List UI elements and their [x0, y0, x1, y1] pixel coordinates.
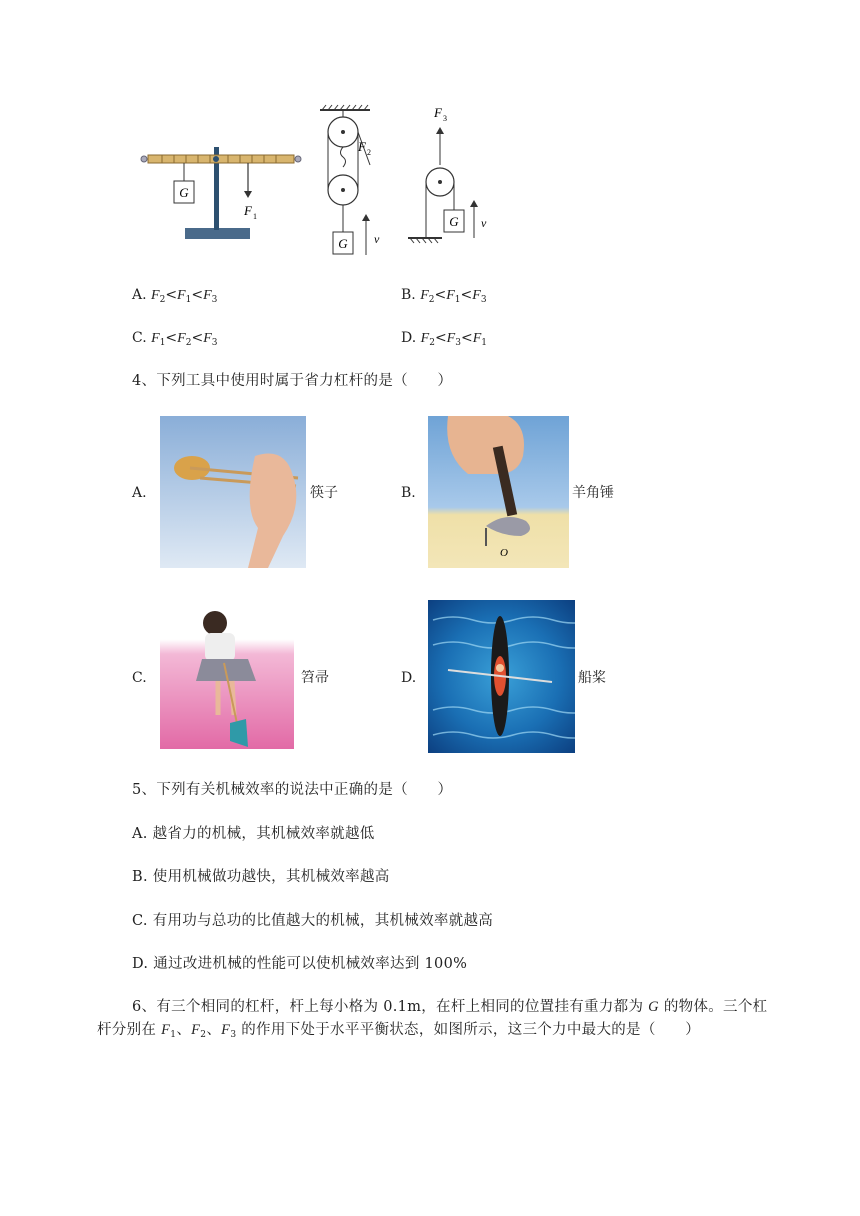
separator: 、	[176, 1022, 192, 1038]
pulley2-velocity-label: v	[374, 232, 380, 246]
q6-line-2	[97, 1020, 700, 1045]
force-symbol: F	[151, 288, 160, 303]
option-letter: B.	[401, 287, 416, 303]
q5-stem: 5、下列有关机械效率的说法中正确的是（ ）	[132, 782, 453, 798]
chopsticks-photo	[160, 416, 306, 568]
force-symbol: F	[446, 331, 456, 346]
q6-text: 杆分别在	[97, 1022, 162, 1038]
force-symbol: F	[161, 1022, 171, 1038]
force-sub: 3	[211, 338, 218, 348]
option-letter: C.	[132, 330, 147, 346]
q4-option-c-caption: 笤帚	[301, 670, 329, 686]
hammer-pivot-label: O	[500, 547, 508, 559]
force-symbol: F	[151, 331, 160, 346]
pulley3-force-sub: 3	[443, 114, 447, 123]
less-than: <	[191, 287, 204, 303]
force-sub: 1	[481, 338, 487, 348]
q6-text: 的作用下处于水平平衡状态，如图所示，这三个力中最大的是（ ）	[236, 1022, 701, 1038]
less-than: <	[460, 330, 473, 346]
separator: 、	[206, 1022, 222, 1038]
q6-text: 6、有三个相同的杠杆，杆上每小格为 0.1m，在杆上相同的位置挂有重力都为	[132, 999, 649, 1015]
pulley3-weight-label: G	[449, 214, 459, 229]
force-sub: 1	[454, 295, 461, 305]
force-symbol: F	[221, 1022, 231, 1038]
q3-option-b	[401, 285, 487, 310]
q3-option-a	[132, 285, 217, 310]
lever-force-label: F	[244, 203, 252, 218]
broom-photo	[160, 603, 294, 749]
force-sub: 3	[480, 295, 487, 305]
force-symbol: F	[177, 288, 186, 303]
q3-figure	[130, 95, 530, 265]
force-sub: 2	[159, 295, 166, 305]
q4-option-c-letter: C.	[132, 670, 147, 686]
less-than: <	[165, 330, 178, 346]
force-sub: 1	[185, 295, 192, 305]
q5-option-b: B. 使用机械做功越快，其机械效率越高	[132, 869, 390, 885]
force-symbol: F	[472, 288, 481, 303]
weight-symbol: G	[648, 999, 659, 1015]
less-than: <	[434, 287, 447, 303]
force-sub: 2	[185, 338, 192, 348]
force-sub: 2	[428, 295, 435, 305]
force-sub: 3	[455, 338, 461, 348]
q4-stem: 4、下列工具中使用时属于省力杠杆的是（ ）	[132, 373, 453, 389]
force-symbol: F	[203, 288, 212, 303]
lever-bar	[148, 155, 294, 163]
q4-option-d-caption: 船桨	[578, 670, 606, 686]
force-sub: 2	[200, 1030, 207, 1040]
rowing-oar-photo	[428, 600, 575, 753]
force-symbol: F	[472, 331, 482, 346]
less-than: <	[434, 330, 447, 346]
option-letter: A.	[132, 287, 147, 303]
force-symbol: F	[203, 331, 212, 346]
less-than: <	[165, 287, 178, 303]
q6-line-1	[132, 997, 767, 1017]
force-symbol: F	[191, 1022, 201, 1038]
q3-option-d	[401, 328, 487, 353]
q4-option-d-letter: D.	[401, 670, 417, 686]
q4-option-a-caption: 筷子	[310, 485, 338, 501]
claw-hammer-photo	[428, 416, 569, 568]
lever-pulley-diagram	[130, 95, 530, 265]
q4-option-b-caption: 羊角锤	[572, 485, 614, 501]
q6-text: 的物体。三个杠	[658, 999, 768, 1015]
force-sub: 3	[211, 295, 218, 305]
lever-weight-label: G	[179, 185, 189, 200]
force-symbol: F	[177, 331, 186, 346]
pulley2-weight-label: G	[338, 236, 348, 251]
option-letter: D.	[401, 330, 417, 346]
q5-option-a: A. 越省力的机械，其机械效率就越低	[132, 826, 375, 842]
pulley2-force-sub: 2	[367, 148, 371, 157]
q4-option-b-letter: B.	[401, 485, 416, 501]
q3-option-c	[132, 328, 217, 353]
less-than: <	[191, 330, 204, 346]
pulley3-velocity-label: v	[481, 216, 487, 230]
pulley2-force-label: F	[358, 139, 366, 154]
force-sub: 1	[170, 1030, 177, 1040]
q4-option-a-letter: A.	[132, 485, 147, 501]
less-than: <	[460, 287, 473, 303]
force-symbol: F	[446, 288, 455, 303]
q5-option-c: C. 有用功与总功的比值越大的机械，其机械效率就越高	[132, 913, 494, 929]
force-symbol: F	[420, 331, 430, 346]
force-sub: 2	[429, 338, 435, 348]
force-sub: 1	[159, 338, 166, 348]
pulley3-force-label: F	[434, 105, 442, 120]
q5-option-d: D. 通过改进机械的性能可以使机械效率达到 100%	[132, 956, 468, 972]
force-symbol: F	[420, 288, 429, 303]
lever-force-sub: 1	[253, 212, 257, 221]
force-sub: 3	[230, 1030, 237, 1040]
